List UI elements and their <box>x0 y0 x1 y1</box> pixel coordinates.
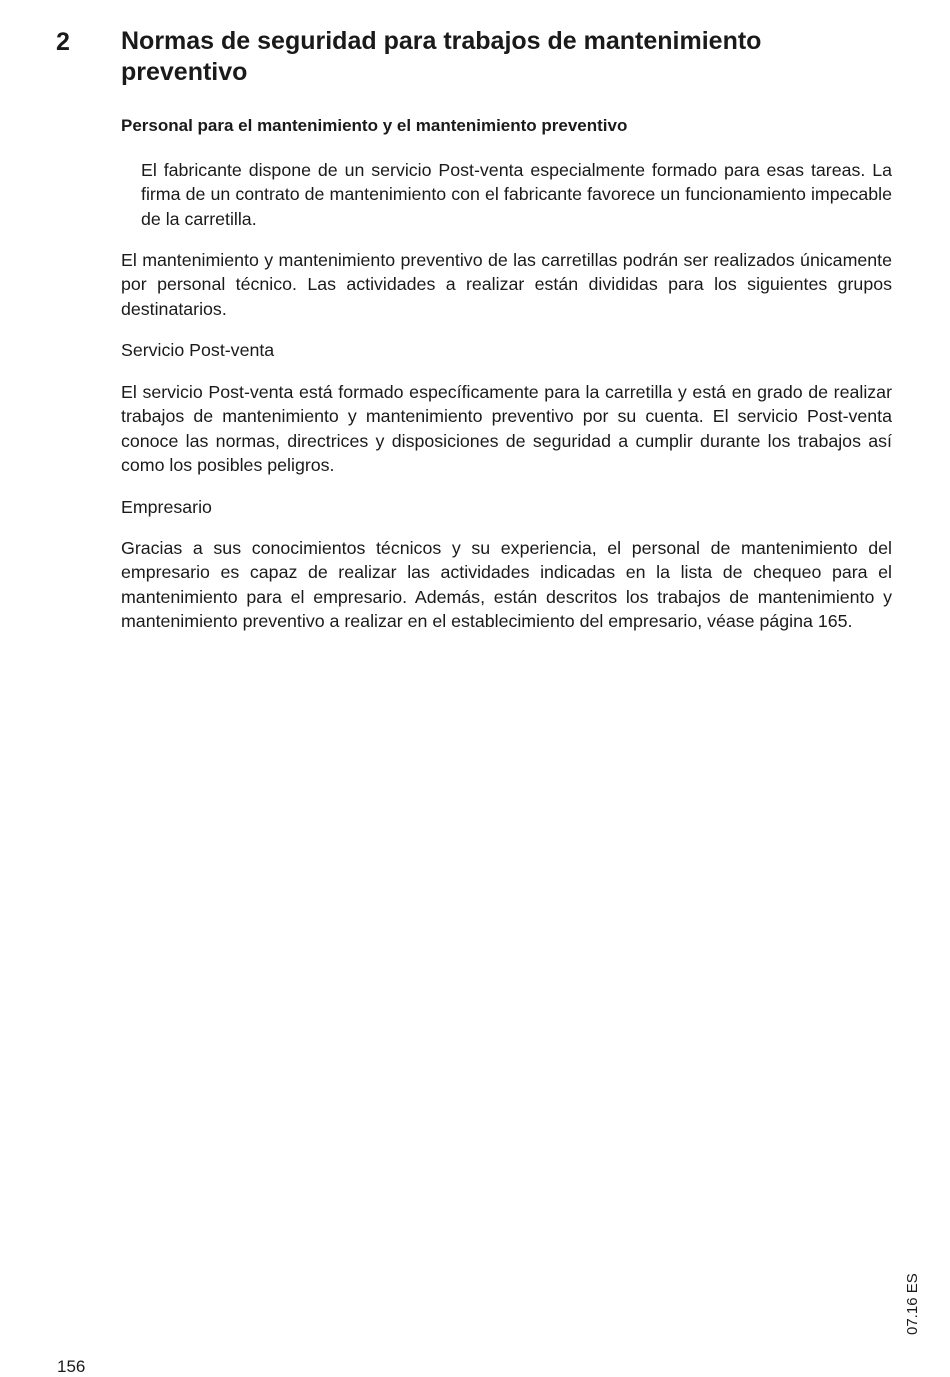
section-heading: Personal para el mantenimiento y el mantenimiento preventivo <box>121 116 628 135</box>
group-label-service: Servicio Post-venta <box>121 340 275 360</box>
group-label-employer: Empresario <box>121 497 212 517</box>
intro-paragraph: El fabricante dispone de un servicio Post-venta especialmente formado para esas tareas. La firma de un contrato de mantenimiento con el fabricante favorece un funcionamiento impecable de la carretilla. <box>141 160 892 229</box>
body-paragraph: El mantenimiento y mantenimiento preventivo de las carretillas podrán ser realizados únicamente por personal técnico. Las actividades a realizar están divididas para los siguientes grupos destinatarios. <box>121 250 892 319</box>
group-text-employer: Gracias a sus conocimientos técnicos y su experiencia, el personal de mantenimiento del empresario es capaz de realizar las actividades indicadas en la lista de chequeo para el mantenimiento para el empresario. Además, están descritos los trabajos de mantenimiento y mantenimiento preventivo a realizar en el establecimiento del empresario, véase página 165. <box>121 538 892 632</box>
document-code: 07.16 ES <box>904 1273 921 1335</box>
page-number: 156 <box>57 1357 86 1376</box>
chapter-title: Normas de seguridad para trabajos de mantenimiento preventivo <box>121 27 762 86</box>
group-text-service: El servicio Post-venta está formado específicamente para la carretilla y está en grado de realizar trabajos de mantenimiento y mantenimiento preventivo por su cuenta. El servicio Post-venta conoce las normas, directrices y disposiciones de seguridad a cumplir durante los trabajos así como los posibles peligros. <box>121 382 892 476</box>
chapter-number: 2 <box>56 28 70 56</box>
